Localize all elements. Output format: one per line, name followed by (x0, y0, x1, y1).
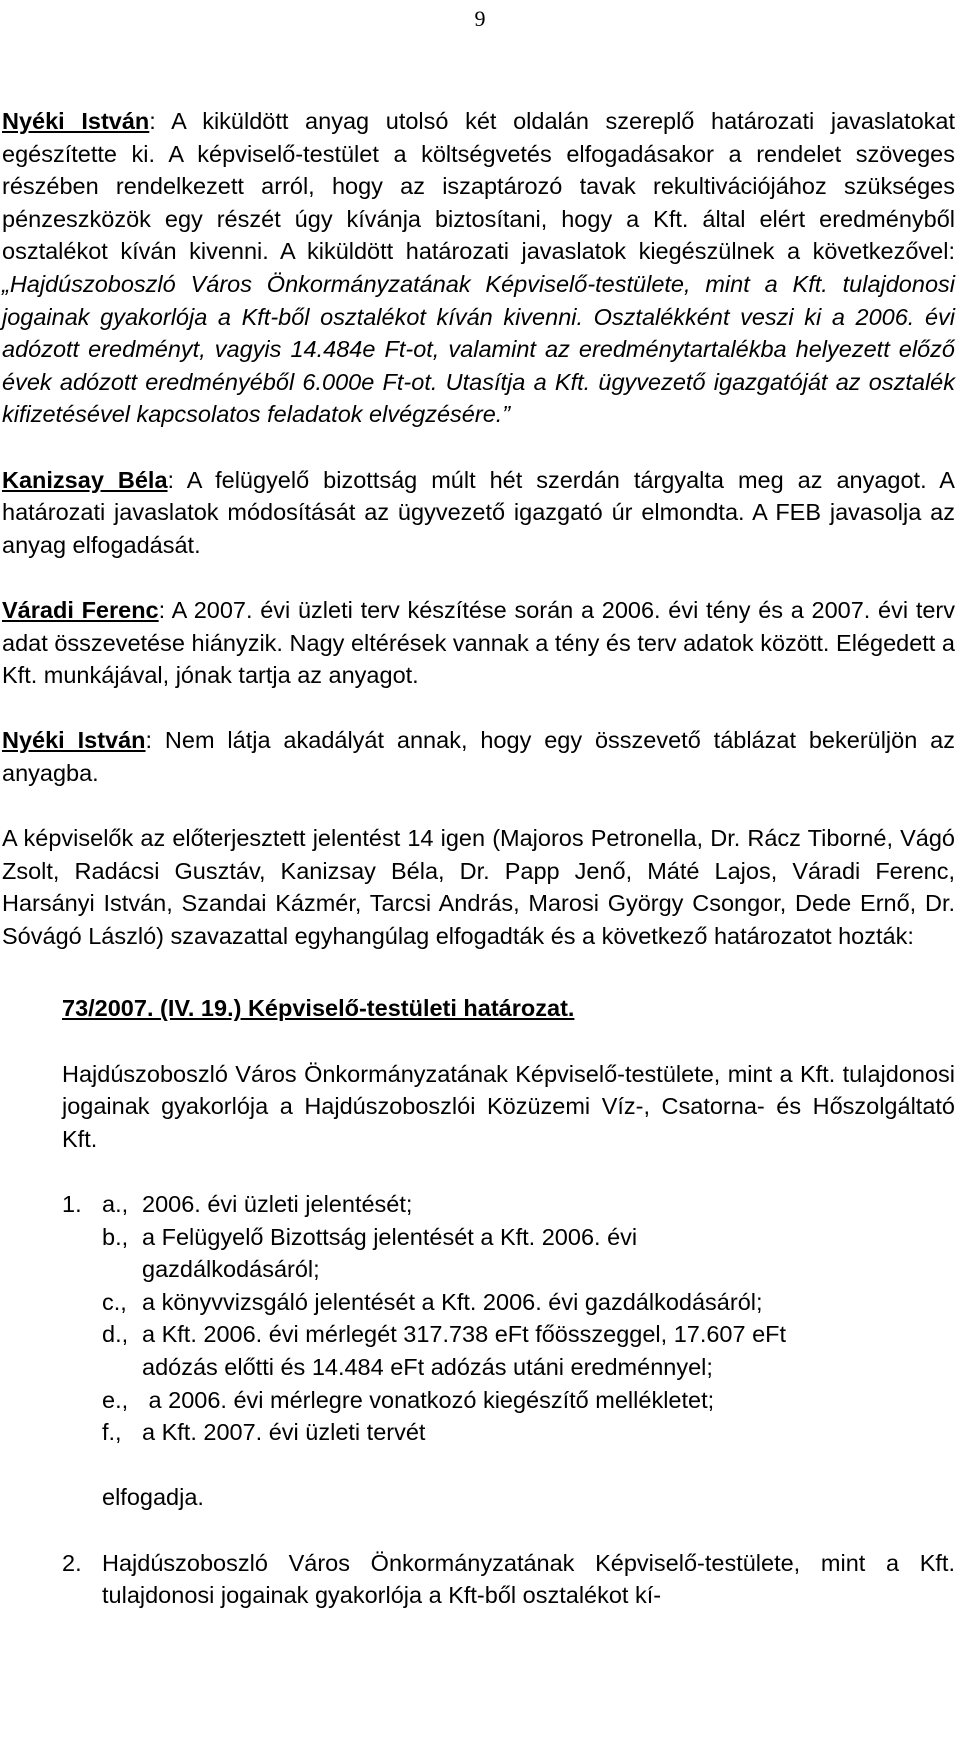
paragraph-text: : Nem látja akadályát annak, hogy egy összevető táblázat bekerüljön az anyagba. (2, 727, 955, 786)
paragraph-vote: A képviselők az előterjesztett jelentést 14 igen (Majoros Petronella, Dr. Rácz Tiborné, Vágó Zsolt, Radácsi Gusztáv, Kanizsay Béla, Dr. Papp Jenő, Máté Lajos, Váradi Ferenc, Harsányi István, Szandai Kázmér, Tarcsi András, Marosi György Csongor, Dede Ernő, Dr. Sóvágó László) szavazattal egyhangúlag elfogadták és a következő határozatot hozták: (2, 825, 955, 949)
paragraph-kanizsay (2, 464, 955, 562)
sub-item-letter: a., (102, 1191, 129, 1217)
sub-item-letter: f., (102, 1419, 122, 1446)
resolution-intro: Hajdúszoboszló Város Önkormányzatának Képviselő-testülete, mint a Kft. tulajdonosi jogainak gyakorlója a Hajdúszoboszlói Közüzemi Víz-, Csatorna- és Hőszolgáltató Kft. (62, 1060, 955, 1152)
list-item (0, 1384, 960, 1417)
paragraph-text: : A 2007. évi üzleti terv készítése során a 2006. évi tény és a 2007. évi terv adat összevetése hiányzik. Nagy eltérések vannak a tény és terv adatok között. Elégedett a Kft. munkájával, jónak tartja az anyagot. (2, 596, 955, 689)
paragraph-nyeki-1 (2, 105, 955, 431)
sub-item-letter: d., (102, 1321, 129, 1348)
page-number: 9 (474, 6, 486, 31)
resolution-decision: elfogadja. (102, 1484, 204, 1511)
sub-item-text: a Kft. 2006. évi mérlegét 317.738 eFt főösszeggel, 17.607 eFt adózás előtti és 14.484 eFt adózás utáni eredménnyel; (142, 1321, 787, 1380)
sub-item-text: 2006. évi üzleti jelentését; (142, 1191, 413, 1217)
speaker-name: Nyéki István (2, 727, 146, 754)
sub-item-text: a Felügyelő Bizottság jelentését a Kft. 2006. évi gazdálkodásáról; (142, 1223, 638, 1283)
proposed-resolution-text: „Hajdúszoboszló Város Önkormányzatának Képviselő-testülete, mint a Kft. tulajdonosi jogainak gyakorlója a Kft-ből osztalékot kíván kivenni. Osztalékként veszi ki a 2006. évi adózott eredményt, vagyis 14.484e Ft-ot, valamint az eredménytartalékba helyezett előző évek adózott eredményéből 6.000e Ft-ot. Utasítja a Kft. ügyvezető igazgatóját az osztalék kifizetésével kapcsolatos feladatok elvégzésére.” (2, 270, 955, 428)
paragraph-text: : A kiküldött anyag utolsó két oldalán szereplő határozati javaslatokat egészítette ki. A képviselő-testület a költségvetés elfogadásakor a rendelet szöveges részében rendelkezett arról, hogy az iszaptározó tavak rekultivációjához szükséges pénzeszközök egy részét úgy kívánja biztosítani, hogy a Kft. által elért eredményből osztalékot kíván kivenni. A kiküldött határozati javaslatok kiegészülnek a következővel: (2, 108, 955, 265)
paragraph-nyeki-2 (2, 724, 955, 789)
resolution-title: 73/2007. (IV. 19.) Képviselő-testületi határozat. (62, 995, 575, 1022)
list-item (0, 1416, 960, 1449)
sub-item-text: a könyvvizsgáló jelentését a Kft. 2006. évi gazdálkodásáról; (142, 1288, 763, 1315)
list-item (0, 1188, 960, 1221)
sub-item-letter: c., (102, 1288, 127, 1315)
resolution-item-list (0, 1188, 960, 1449)
speaker-name: Váradi Ferenc (2, 596, 159, 623)
item-text: Hajdúszoboszló Város Önkormányzatának Képviselő-testülete, mint a Kft. tulajdonosi jogainak gyakorlója a Kft-ből osztalékot kí- (102, 1549, 955, 1609)
speaker-name: Nyéki István (2, 108, 150, 134)
speaker-name: Kanizsay Béla (2, 466, 168, 493)
paragraph-text: : A felügyelő bizottság múlt hét szerdán tárgyalta meg az anyagot. A határozati javaslatok módosítását az ügyvezető igazgató úr elmondta. A FEB javasolja az anyag elfogadását. (2, 466, 955, 558)
list-item (0, 1318, 960, 1383)
item-number: 2. (62, 1549, 82, 1576)
sub-item-text: a Kft. 2007. évi üzleti tervét (142, 1419, 426, 1446)
sub-item-letter: e., (102, 1386, 129, 1413)
sub-item-letter: b., (102, 1223, 129, 1250)
sub-item-text: a 2006. évi mérlegre vonatkozó kiegészítő mellékletet; (142, 1386, 715, 1413)
list-item (0, 1286, 960, 1319)
document-body (0, 105, 960, 1612)
list-item (0, 1221, 960, 1286)
paragraph-varadi (2, 594, 955, 692)
list-item (0, 1547, 960, 1612)
item-number: 1. (62, 1191, 82, 1217)
